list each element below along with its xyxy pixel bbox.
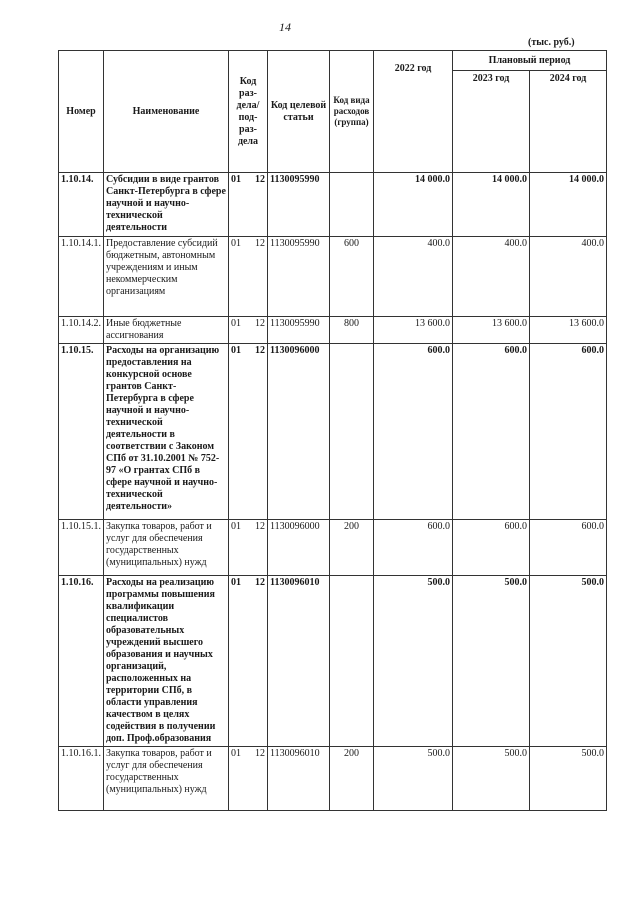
row-value-2022: 500.0 (374, 747, 453, 811)
row-name: Расходы на организацию предоставления на конкурсной основе грантов Санкт-Петербурга в сфере научной и научно-технической деятельности в соответствии с Законом СПб от 31.10.2001 № 752-97 «О грантах СПб в сфере научной и научно-технической деятельности» (104, 344, 229, 520)
row-name: Закупка товаров, работ и услуг для обеспечения государственных (муниципальных) нужд (104, 747, 229, 811)
row-subsection-code: 12 (255, 345, 265, 356)
row-value-2023: 14 000.0 (453, 173, 530, 237)
row-name: Субсидии в виде грантов Санкт-Петербурга в сфере научной и научно-технической деятельности (104, 173, 229, 237)
header-expense-code: Код вида расходов (группа) (330, 51, 374, 173)
header-target-code: Код целевой статьи (268, 51, 330, 173)
row-value-2023: 13 600.0 (453, 317, 530, 344)
row-expense-code: 600 (330, 237, 374, 317)
row-target-code: 1130095990 (268, 173, 330, 237)
table-row (59, 344, 607, 520)
row-name: Иные бюджетные ассигнования (104, 317, 229, 344)
row-number: 1.10.15. (59, 344, 104, 520)
header-planning-period: Плановый период (453, 51, 607, 71)
row-expense-code (330, 344, 374, 520)
row-section-code: 01 (231, 174, 241, 185)
row-section-code: 01 (231, 748, 241, 759)
row-section (229, 576, 268, 747)
row-value-2023: 400.0 (453, 237, 530, 317)
table-row (59, 747, 607, 811)
row-number: 1.10.15.1. (59, 520, 104, 576)
table-row (59, 520, 607, 576)
row-number: 1.10.14. (59, 173, 104, 237)
row-value-2024: 600.0 (530, 344, 607, 520)
row-section (229, 173, 268, 237)
row-value-2024: 500.0 (530, 576, 607, 747)
row-section-code: 01 (231, 577, 241, 588)
row-value-2022: 600.0 (374, 520, 453, 576)
row-value-2024: 13 600.0 (530, 317, 607, 344)
row-value-2022: 400.0 (374, 237, 453, 317)
row-value-2024: 600.0 (530, 520, 607, 576)
table-row (59, 317, 607, 344)
row-section-code: 01 (231, 238, 241, 249)
header-name: Наименование (104, 51, 229, 173)
row-value-2022: 14 000.0 (374, 173, 453, 237)
row-value-2024: 400.0 (530, 237, 607, 317)
row-subsection-code: 12 (255, 238, 265, 249)
row-subsection-code: 12 (255, 521, 265, 532)
row-section (229, 237, 268, 317)
row-value-2023: 500.0 (453, 747, 530, 811)
row-subsection-code: 12 (255, 748, 265, 759)
row-subsection-code: 12 (255, 577, 265, 588)
row-section-code: 01 (231, 318, 241, 329)
row-value-2022: 600.0 (374, 344, 453, 520)
row-expense-code: 800 (330, 317, 374, 344)
row-number: 1.10.16.1. (59, 747, 104, 811)
header-year-2023: 2023 год (453, 71, 530, 173)
row-target-code: 1130095990 (268, 317, 330, 344)
header-number: Номер (59, 51, 104, 173)
row-subsection-code: 12 (255, 174, 265, 185)
row-section-code: 01 (231, 521, 241, 532)
row-value-2022: 13 600.0 (374, 317, 453, 344)
row-number: 1.10.14.2. (59, 317, 104, 344)
row-expense-code: 200 (330, 747, 374, 811)
row-value-2023: 500.0 (453, 576, 530, 747)
row-section (229, 520, 268, 576)
table-row (59, 173, 607, 237)
header-section-code: Код раз- дела/ под- раз- дела (229, 51, 268, 173)
row-number: 1.10.14.1. (59, 237, 104, 317)
row-target-code: 1130096010 (268, 576, 330, 747)
row-value-2023: 600.0 (453, 520, 530, 576)
table-row (59, 237, 607, 317)
row-subsection-code: 12 (255, 318, 265, 329)
row-section (229, 344, 268, 520)
row-expense-code: 200 (330, 520, 374, 576)
row-section (229, 747, 268, 811)
row-section (229, 317, 268, 344)
row-name: Расходы на реализацию программы повышения квалификации специалистов образовательных учреждений высшего образования и научных организаций, расположенных на территории СПб, в области управления качеством в целях содействия в получении доп. Проф.образования (104, 576, 229, 747)
row-value-2022: 500.0 (374, 576, 453, 747)
row-target-code: 1130095990 (268, 237, 330, 317)
row-value-2023: 600.0 (453, 344, 530, 520)
row-expense-code (330, 173, 374, 237)
row-name: Предоставление субсидий бюджетным, автономным учреждениям и иным некоммерческим организациям (104, 237, 229, 317)
units-label: (тыс. руб.) (528, 37, 575, 48)
header-year-2024: 2024 год (530, 71, 607, 173)
row-target-code: 1130096000 (268, 520, 330, 576)
row-value-2024: 500.0 (530, 747, 607, 811)
row-target-code: 1130096010 (268, 747, 330, 811)
row-section-code: 01 (231, 345, 241, 356)
header-row-1 (59, 51, 607, 71)
row-target-code: 1130096000 (268, 344, 330, 520)
table-row (59, 576, 607, 747)
budget-table (58, 50, 607, 811)
header-year-2022: 2022 год (374, 51, 453, 173)
row-number: 1.10.16. (59, 576, 104, 747)
row-name: Закупка товаров, работ и услуг для обеспечения государственных (муниципальных) нужд (104, 520, 229, 576)
row-value-2024: 14 000.0 (530, 173, 607, 237)
page-number: 14 (279, 20, 291, 34)
row-expense-code (330, 576, 374, 747)
